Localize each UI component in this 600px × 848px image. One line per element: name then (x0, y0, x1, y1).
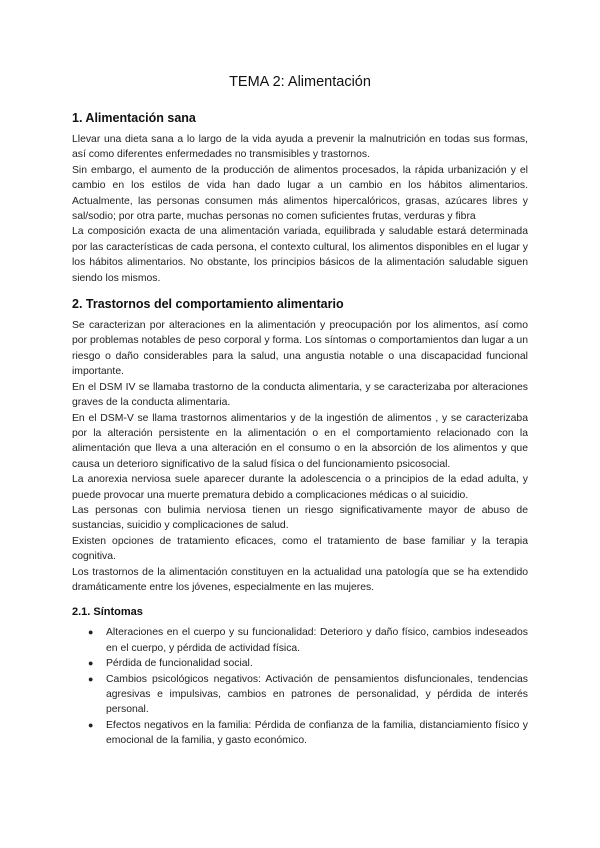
paragraph: Las personas con bulimia nerviosa tienen un riesgo significativamente mayor de abuso de sustancias, suicidio y complicaciones de salud. (72, 504, 528, 532)
symptoms-list (72, 625, 528, 748)
list-item (88, 656, 528, 671)
paragraph: Llevar una dieta sana a lo largo de la vida ayuda a prevenir la malnutrición en todas sus formas, así como diferentes enfermedades no transmisibles y trastornos. (72, 134, 528, 161)
paragraph: La anorexia nerviosa suele aparecer durante la adolescencia o a principios de la edad adulta, y puede provocar una muerte prematura debido a complicaciones médicas o al suicidio. (72, 474, 528, 501)
bullet-icon: ● (88, 673, 94, 684)
list-item (88, 625, 528, 656)
bullet-icon: ● (88, 719, 94, 730)
section-heading-alimentacion-sana: 1. Alimentación sana (72, 111, 196, 125)
list-item-text: Alteraciones en el cuerpo y su funcionalidad: Deterioro y daño físico, cambios indeseados en el cuerpo, y pérdida de actividad física. (106, 627, 528, 654)
subsection-heading-sintomas: 2.1. Síntomas (72, 606, 143, 619)
list-item (88, 718, 528, 749)
paragraph: Se caracterizan por alteraciones en la alimentación y preocupación por los alimentos, así como por problemas notables de peso corporal y forma. Los síntomas o comportamientos dan lugar a un riesgo o daño considerables para la salud, una angustia notable o una discapacidad funcional importante. (72, 320, 528, 378)
bullet-icon: ● (88, 658, 94, 669)
paragraph: En el DSM IV se llamaba trastorno de la conducta alimentaria, y se caracterizaba por alteraciones graves de la conducta alimentaria. (72, 381, 528, 409)
paragraph: En el DSM-V se llama trastornos alimentarios y de la ingestión de alimentos , y se caracterizaba por la alteración persistente en la alimentación o en el comportamiento relacionado con la alimentación que lleva a una alteración en el consumo o en la absorción de los alimentos y que causa un deterioro significativo de la salud física o del funcionamiento psicosocial. (72, 412, 528, 470)
page-title: TEMA 2: Alimentación (229, 74, 371, 90)
paragraph: Sin embargo, el aumento de la producción de alimentos procesados, la rápida urbanización y el cambio en los estilos de vida han dado lugar a un cambio en los hábitos alimentarios. Actualmente, las personas consumen más alimentos hipercalóricos, grasas, azúcares libres y sal/sodio; por otra parte, muchas personas no comen suficientes frutas, verduras y fibra (72, 164, 528, 223)
list-item-text: Pérdida de funcionalidad social. (106, 658, 253, 670)
document-page (72, 72, 528, 749)
paragraph: Existen opciones de tratamiento eficaces, como el tratamiento de base familiar y la terapia cognitiva. (72, 535, 528, 563)
paragraph: La composición exacta de una alimentación variada, equilibrada y saludable estará determinada por las características de cada persona, el contexto cultural, los alimentos disponibles en el lugar y los hábitos alimentarios. No obstante, los principios básicos de la alimentación saludable siguen siendo los mismos. (72, 226, 528, 284)
paragraph: Los trastornos de la alimentación constituyen en la actualidad una patología que se ha extendido dramáticamente entre los jóvenes, especialmente en las mujeres. (72, 566, 528, 593)
list-item-text: Cambios psicológicos negativos: Activación de pensamientos disfuncionales, tendencias agresivas e impulsivas, cambios en patrones de personalidad, y pérdida de interés personal. (106, 673, 528, 716)
list-item (88, 672, 528, 718)
section-heading-trastornos: 2. Trastornos del comportamiento alimentario (72, 297, 344, 312)
bullet-icon: ● (88, 627, 94, 638)
list-item-text: Efectos negativos en la familia: Pérdida de confianza de la familia, distanciamiento físico y emocional de la familia, y gasto económico. (106, 719, 528, 747)
